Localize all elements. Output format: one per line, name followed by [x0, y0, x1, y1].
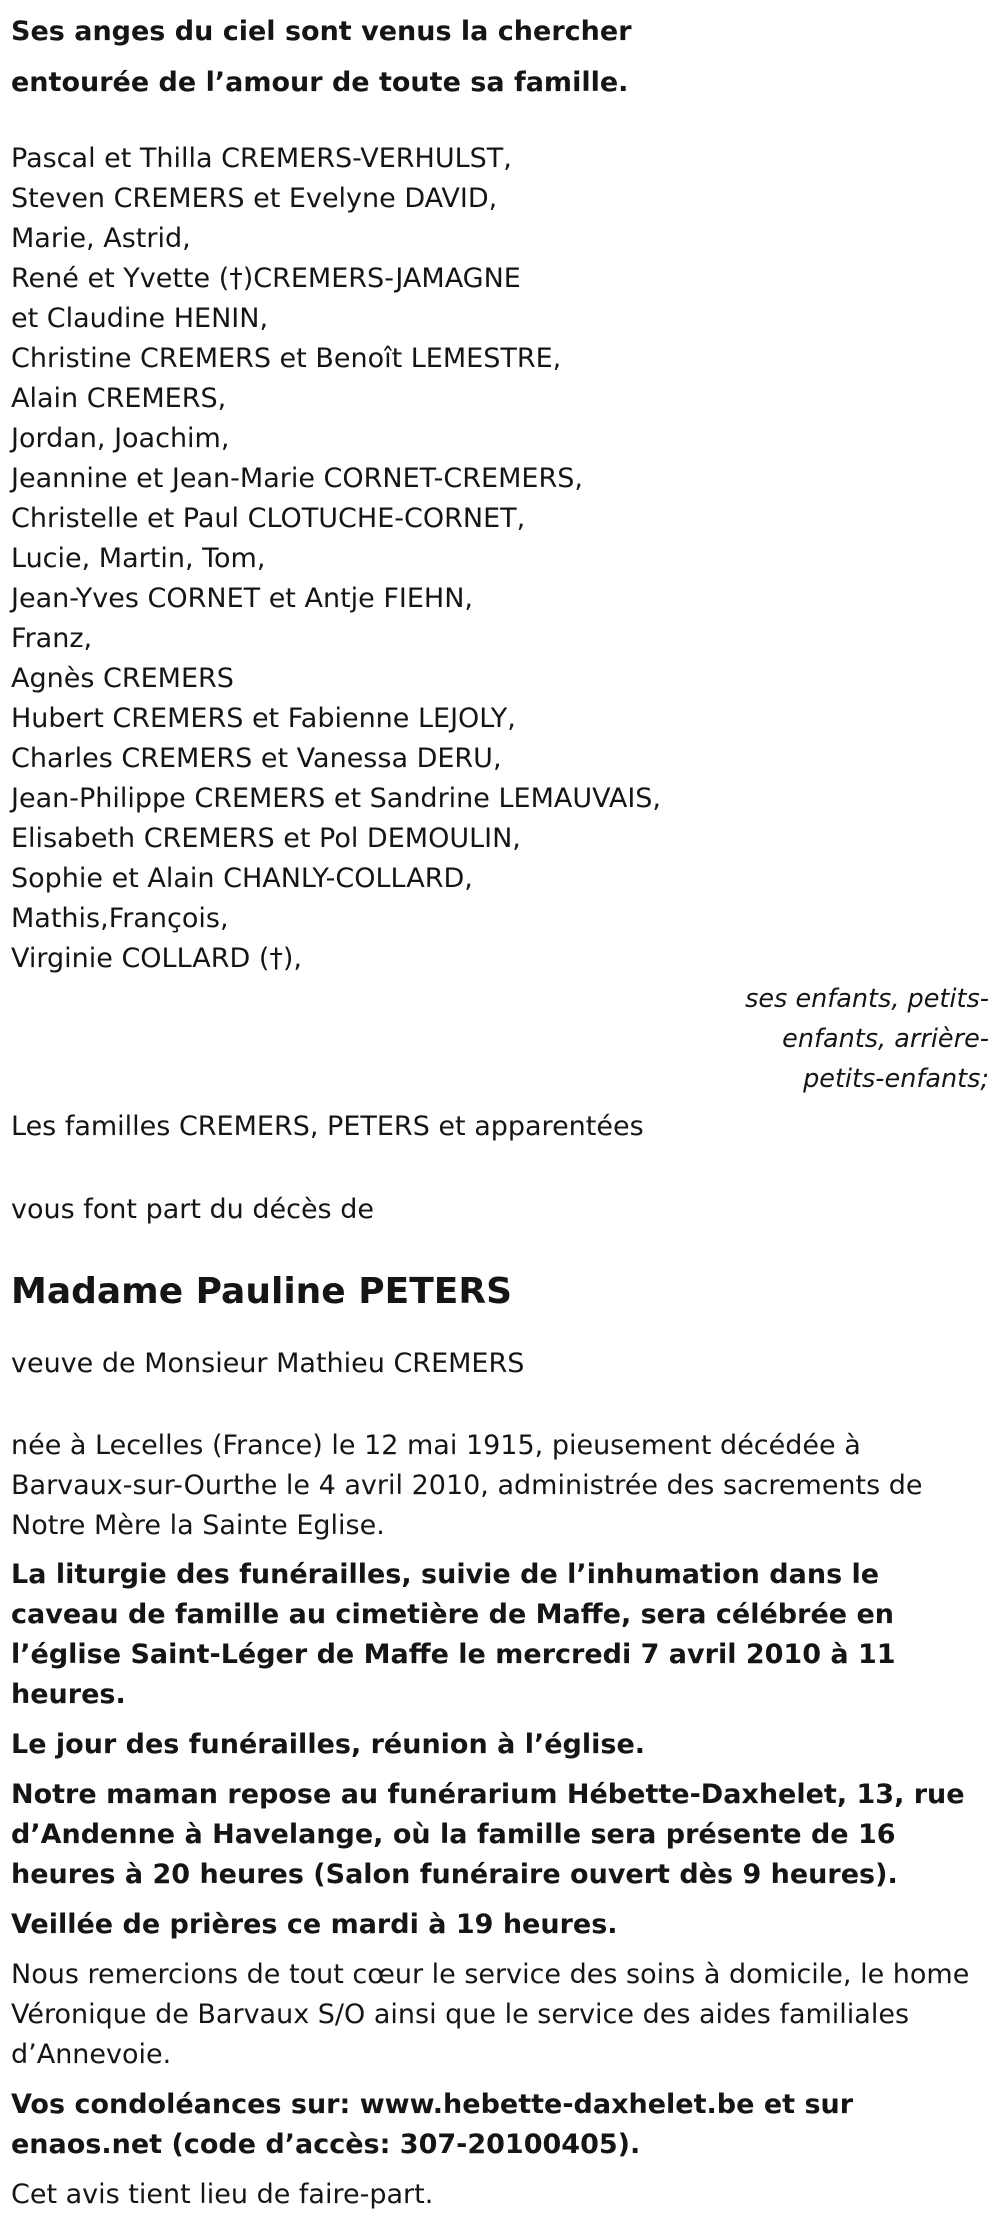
family-line: Alain CREMERS, — [11, 383, 227, 414]
liturgy-paragraph: La liturgie des funérailles, suivie de l’inhumation dans le caveau de famille au cimetière de Maffe, sera célébrée en l’église Saint-Léger de Maffe le mercredi 7 avril 2010 à 11 heures. — [11, 1559, 896, 1710]
family-line: Charles CREMERS et Vanessa DERU, — [11, 743, 502, 774]
vigil-paragraph: Veillée de prières ce mardi à 19 heures. — [11, 1909, 618, 1940]
family-line: Jean-Yves CORNET et Antje FIEHN, — [11, 583, 473, 614]
relations-note: ses enfants, petits-enfants, arrière-petits-enfants; — [745, 984, 989, 1094]
family-line: Jeannine et Jean-Marie CORNET-CREMERS, — [11, 463, 583, 494]
closing-line: Cet avis tient lieu de faire-part. — [11, 2179, 434, 2210]
intro — [11, 6, 989, 108]
family-line: et Claudine HENIN, — [11, 303, 269, 334]
family-line: Hubert CREMERS et Fabienne LEJOLY, — [11, 703, 516, 734]
family-line: Agnès CREMERS — [11, 663, 234, 694]
obituary-notice — [0, 6, 1000, 2210]
family-line: Mathis,François, — [11, 903, 229, 934]
family-line: Steven CREMERS et Evelyne DAVID, — [11, 183, 498, 214]
family-line: Lucie, Martin, Tom, — [11, 543, 266, 574]
funerarium-paragraph: Notre maman repose au funérarium Hébette-Daxhelet, 13, rue d’Andenne à Havelange, où la famille sera présente de 16 heures à 20 heures (Salon funéraire ouvert dès 9 heures). — [11, 1779, 965, 1890]
deceased-name: Madame Pauline PETERS — [11, 1271, 513, 1312]
families-line: Les familles CREMERS, PETERS et apparentées — [11, 1111, 644, 1142]
intro-line-2: entourée de l’amour de toute sa famille. — [11, 67, 629, 98]
condolences-paragraph: Vos condoléances sur: www.hebette-daxhelet.be et sur enaos.net (code d’accès: 307-20100405). — [11, 2089, 854, 2160]
family-line: Sophie et Alain CHANLY-COLLARD, — [11, 863, 473, 894]
intro-line-1: Ses anges du ciel sont venus la chercher — [11, 16, 632, 47]
family-line: Marie, Astrid, — [11, 223, 191, 254]
family-line: Christelle et Paul CLOTUCHE-CORNET, — [11, 503, 526, 534]
family-line: Christine CREMERS et Benoît LEMESTRE, — [11, 343, 562, 374]
family-list — [11, 139, 989, 979]
widow-of: veuve de Monsieur Mathieu CREMERS — [11, 1348, 525, 1379]
thanks-paragraph: Nous remercions de tout cœur le service des soins à domicile, le home Véronique de Barvaux S/O ainsi que le service des aides familiales d’Annevoie. — [11, 1959, 970, 2070]
family-line: René et Yvette (†)CREMERS-JAMAGNE — [11, 263, 521, 294]
family-line: Virginie COLLARD (†), — [11, 943, 303, 974]
family-line: Pascal et Thilla CREMERS-VERHULST, — [11, 143, 512, 174]
family-line: Franz, — [11, 623, 93, 654]
family-line: Elisabeth CREMERS et Pol DEMOULIN, — [11, 823, 521, 854]
family-line: Jordan, Joachim, — [11, 423, 230, 454]
family-line: Jean-Philippe CREMERS et Sandrine LEMAUVAIS, — [11, 783, 662, 814]
announcement: vous font part du décès de — [11, 1194, 374, 1225]
birth-death-paragraph: née à Lecelles (France) le 12 mai 1915, pieusement décédée à Barvaux-sur-Ourthe le 4 avril 2010, administrée des sacrements de Notre Mère la Sainte Eglise. — [11, 1430, 923, 1541]
meeting-paragraph: Le jour des funérailles, réunion à l’église. — [11, 1729, 646, 1760]
